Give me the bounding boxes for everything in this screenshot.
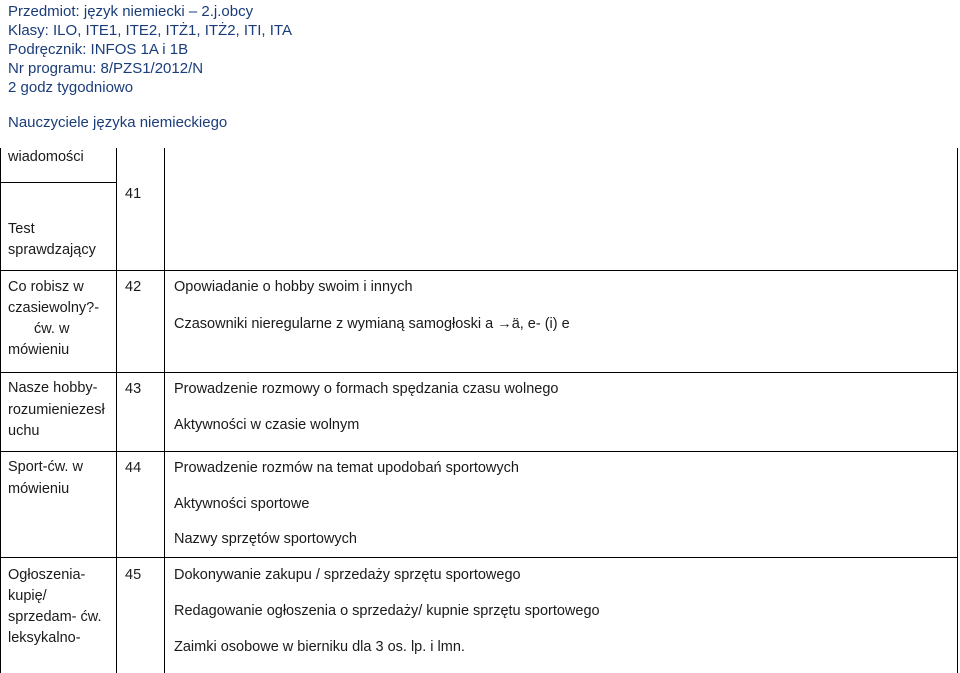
topic-line-with-arrow [174,316,570,332]
section-cell: mówieniu [8,342,70,358]
topic-line: Prowadzenie rozmowy o formach spędzania czasu wolnego [174,381,559,397]
topic-line: Opowiadanie o hobby swoim i innych [174,279,413,295]
section-cell: sprawdzający [8,242,96,258]
section-cell: uchu [8,423,40,439]
section-cell: rozumieniezesł [8,402,105,418]
topic-text: ä, e- (i) e [511,316,570,332]
header-line-subject: Przedmiot: język niemiecki – 2.j.obcy [8,3,254,20]
lesson-number: 44 [125,460,142,476]
row-separator [0,451,958,452]
lesson-number: 43 [125,381,142,397]
table-divider-2 [164,148,165,673]
topic-line: Aktywności w czasie wolnym [174,417,360,433]
topic-line: Zaimki osobowe w bierniku dla 3 os. lp. i lmn. [174,639,465,655]
row-separator [0,182,117,183]
row-separator [0,372,958,373]
header-line-textbook: Podręcznik: INFOS 1A i 1B [8,41,189,58]
topic-line: Dokonywanie zakupu / sprzedaży sprzętu sportowego [174,567,521,583]
section-cell: czasiewolny?- [8,300,100,316]
row-separator [0,270,958,271]
topic-text: Czasowniki nieregularne z wymianą samogłoski a [174,316,494,332]
header-line-classes: Klasy: ILO, ITE1, ITE2, ITŻ1, ITŻ2, ITI, ITA [8,22,292,39]
section-cell: mówieniu [8,481,70,497]
section-cell: Ogłoszenia- [8,567,86,583]
topic-line: Nazwy sprzętów sportowych [174,531,357,547]
topic-line: Redagowanie ogłoszenia o sprzedaży/ kupnie sprzętu sportowego [174,603,600,619]
topic-line: Prowadzenie rozmów na temat upodobań sportowych [174,460,519,476]
table-border-right [957,148,958,673]
section-cell: Co robisz w [8,279,84,295]
section-cell: ćw. w [34,321,70,337]
section-cell: Nasze hobby- [8,380,98,396]
section-cell: sprzedam- ćw. [8,609,102,625]
arrow-right-icon: → [497,316,512,332]
lesson-number: 42 [125,279,142,295]
header-teachers: Nauczyciele języka niemieckiego [8,114,228,131]
header-line-hours: 2 godz tygodniowo [8,79,134,96]
topic-line: Aktywności sportowe [174,496,310,512]
section-cell: leksykalno- [8,630,81,646]
section-cell: Sport-ćw. w [8,459,83,475]
header-line-program: Nr programu: 8/PZS1/2012/N [8,60,204,77]
row-separator [0,557,958,558]
lesson-number: 41 [125,186,142,202]
section-cell: Test [8,221,35,237]
table-border-left [0,148,1,673]
section-cell: kupię/ [8,588,47,604]
lesson-number: 45 [125,567,142,583]
table-divider-1 [116,148,117,673]
section-cell: wiadomości [8,149,84,165]
